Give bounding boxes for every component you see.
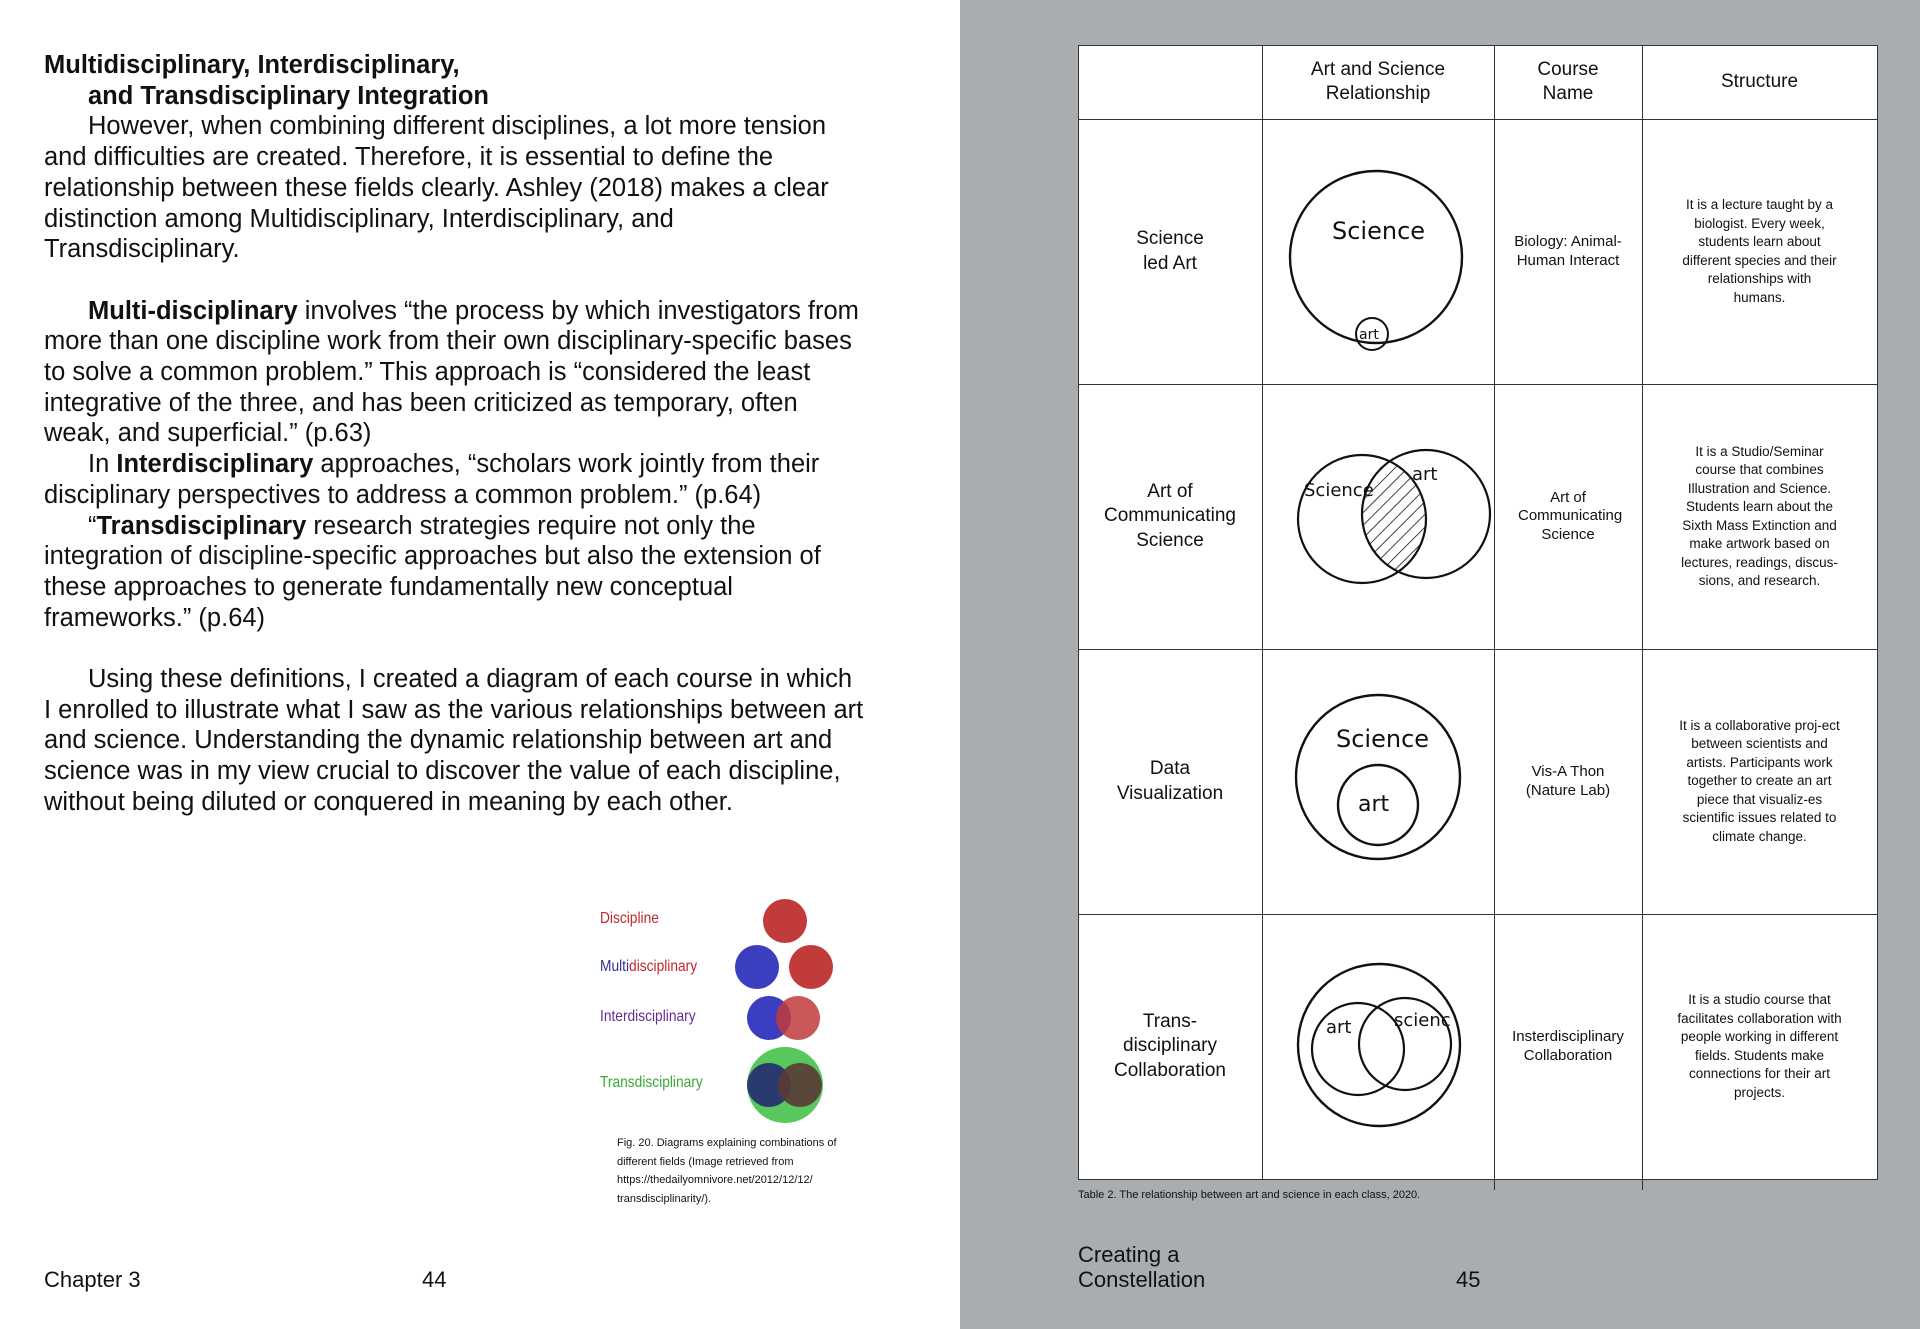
diagram-art-of-communicating-science <box>1262 384 1494 649</box>
row-name-art-of-communicating-science: Art of Communicating Science <box>1104 480 1236 551</box>
course-name-art-of-communicating: Art of Communicating Science <box>1518 488 1623 543</box>
svg-text:art: art <box>1359 327 1379 343</box>
transdisciplinary-paragraph: “Transdisciplinary research strategies require not only the integration of discipline-specific approaches but also the extension of these approaches to generate fundamentally new conceptual frameworks.” (p.64) <box>44 511 821 632</box>
art-science-inside-larger-circle-diagram <box>1262 914 1494 1179</box>
row-name-science-led-art: Science led Art <box>1136 228 1204 274</box>
body-text <box>44 50 864 818</box>
overlapping-science-art-diagram <box>1262 384 1494 649</box>
course-name-interdisciplinary: Insterdisciplinary Collaboration <box>1512 1028 1624 1064</box>
legend-interdisciplinary-label: Interdisciplinary <box>600 1008 696 1025</box>
section-heading-line2: and Transdisciplinary Integration <box>88 81 490 110</box>
interdisciplinary-term: Interdisciplinary <box>116 450 314 479</box>
course-name-biology: Biology: Animal-Human Interact <box>1514 233 1622 269</box>
svg-text:Science: Science <box>1332 217 1426 245</box>
folio-chapter: Chapter 3 <box>44 1267 141 1292</box>
header-relationship: Art and Science Relationship <box>1310 59 1446 104</box>
svg-text:art: art <box>1412 464 1438 485</box>
course-name-vis-a-thon: Vis-A Thon (Nature Lab) <box>1525 763 1611 799</box>
science-contains-art-diagram <box>1262 649 1494 914</box>
legend-discipline-label: Discipline <box>600 910 659 927</box>
row-name-data-visualization: Data Visualization <box>1116 758 1224 804</box>
svg-text:art: art <box>1326 1017 1352 1038</box>
header-course-name: Course Name <box>1537 59 1599 104</box>
discipline-legend-figure <box>600 880 880 1140</box>
folio-page-number: 44 <box>422 1267 447 1292</box>
science-contains-small-art-diagram <box>1262 119 1494 384</box>
structure-vis-a-thon: It is a collaborative proj-ect between scientists and artists. Participants work together to create an art piece that visualiz-es scientific issues related to climate change. <box>1679 717 1840 844</box>
intro-paragraph: However, when combining different disciplines, a lot more tension and difficulties are created. Therefore, it is essential to define the relationship between these fields clearly. Ashley (2018) makes a clear distinction among Multidisciplinary, Interdisciplinary, and Transdisciplinary. <box>44 112 829 264</box>
table-caption: Table 2. The relationship between art and science in each class, 2020. <box>1078 1189 1421 1201</box>
inter-red-circle <box>776 996 820 1040</box>
structure-biology: It is a lecture taught by a biologist. Every week, students learn about different species and their relationships with humans. <box>1682 197 1837 305</box>
svg-text:scienc: scienc <box>1394 1010 1451 1031</box>
multi-red-circle <box>789 945 833 989</box>
svg-text:art: art <box>1358 792 1390 817</box>
relationship-table <box>1078 45 1878 1180</box>
trans-red-circle <box>778 1063 822 1107</box>
row-name-transdisciplinary-collaboration: Trans-disciplinary Collaboration <box>1114 1010 1226 1081</box>
folio-page-number-right: 45 <box>1456 1267 1481 1292</box>
diagram-transdisciplinary-collaboration <box>1262 914 1494 1179</box>
structure-interdisciplinary: It is a studio course that facilitates collaboration with people working in different fields. Students make connections for their art projects. <box>1677 992 1842 1100</box>
legend-transdisciplinary-label: Transdisciplinary <box>600 1074 703 1091</box>
legend-multidisciplinary-label: Multidisciplinary <box>600 958 698 975</box>
svg-text:Science: Science <box>1304 480 1374 501</box>
interdisciplinary-paragraph: In Interdisciplinary approaches, “scholars work jointly from their disciplinary perspectives to address a common problem.” (p.64) <box>44 450 820 509</box>
multidisciplinary-term: Multi-disciplinary <box>88 296 298 325</box>
header-structure: Structure <box>1720 71 1799 92</box>
diagram-data-visualization <box>1262 649 1494 914</box>
multidisciplinary-paragraph: Multi-disciplinary involves “the process by which investigators from more than one discipline work from their own disciplinary-specific bases to solve a common problem.” This approach is “considered the least integrative of the three, and has been criticized as temporary, often weak, and superficial.” (p.63) <box>44 296 859 448</box>
legend-circles <box>600 880 880 1140</box>
diagram-science-led-art <box>1262 119 1494 384</box>
discipline-circle <box>763 899 807 943</box>
section-heading-line1: Multidisciplinary, Interdisciplinary, <box>44 51 460 79</box>
final-paragraph: Using these definitions, I created a diagram of each course in which I enrolled to illustrate what I saw as the various relationships between art and science. Understanding the dynamic relationship between art and science was in my view crucial to discover the value of each discipline, without being diluted or conquered in meaning by each other. <box>44 665 864 816</box>
svg-text:Science: Science <box>1336 725 1430 753</box>
multi-blue-circle <box>735 945 779 989</box>
folio-title: Creating a Constellation <box>1078 1242 1206 1292</box>
structure-art-of-communicating: It is a Studio/Seminar course that combines Illustration and Science. Students learn about the Sixth Mass Extinction and make artwork based on lectures, readings, discus-sions, and research. <box>1681 443 1838 588</box>
table-border-right <box>1877 45 1878 1180</box>
transdisciplinary-term: Transdisciplinary <box>96 511 307 540</box>
figure-caption: Fig. 20. Diagrams explaining combinations of different fields (Image retrieved from https://thedailyomnivore.net/2012/12/12/ transdisciplinarity/). <box>617 1137 837 1205</box>
table-border-bottom <box>1078 1179 1878 1180</box>
